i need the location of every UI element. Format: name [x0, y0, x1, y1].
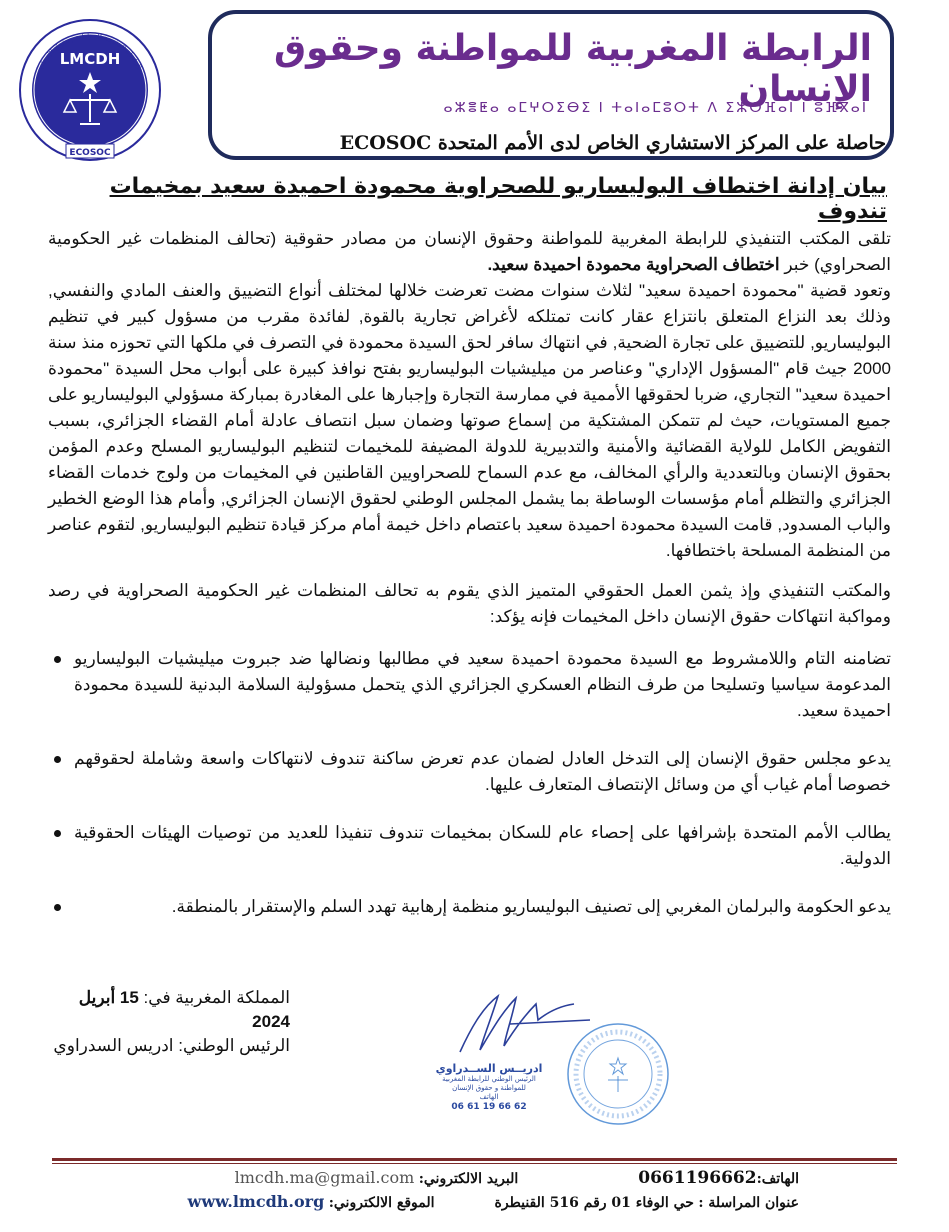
svg-text:LMCDH: LMCDH	[59, 50, 121, 68]
footer-divider	[52, 1158, 897, 1161]
paragraph-case: وتعود قضية "محمودة احميدة سعيد" لثلاث سنوات مضت تعرضت خلالها لمختلف أنواع التضييق والعنف المادي والنفسي, وذلك بعد النزاع المتعلق بانتزاع عقار كانت تمتلكه لأغراض تجارية بالقوة, لفائدة مقرب من مسؤول كبير في تنظيم البوليساريو, للتضييق على تجارة الضحية, في انتهاك سافر لحق السيدة محمودة في التصرف في ملكها التي تحوزه منذ سنة 2000 جيث قام "المسؤول الإداري" وعناصر من ميليشيات البوليساريو بفتح نوافذ كبيرة على أبواب محل السيدة "محمودة احميدة سعيد" التجاري، ضربا لحقوقها الأممية في ممارسة التجارة وإجبارها على المغادرة بمباركة مسؤولي البوليساريو على جميع المستويات، حيث لم تتمكن المشتكية من إسماع صوتها وضمان سبل انتصاف عادلة أمام القضاء الجزائري، بسبب التفويض الكامل للولاية القضائية والأمنية والتدبيرية للدولة المضيفة للمخيمات لتنظيم البوليساريو المسلح وعدم المؤمن بحقوق الإنسان وبالتعددية والرأي المخالف، مع عدم السماح للصحراويين القاطنين في المخيمات من ولوج خدمات القضاء الجزائري والتظلم أمام مؤسسات الوساطة بما يشمل المجلس الوطني لحقوق الإنسان الجزائري, وأمام هذا الوضع الخطير والباب المسدود, قامت السيدة محمودة احميدة سعيد باعتصام داخل خيمة أمام مركز قيادة تنظيم البوليساريو, لتقوم عناصر من المنظمة المسلحة باختطافها.	[48, 281, 891, 560]
lmcdh-logo	[18, 18, 163, 163]
svg-text:الرابطة المغربية للمواطنة وحقو: الرابطة المغربية للمواطنة وحقوق الإنسان	[36, 31, 144, 71]
phone-label: الهاتف:	[756, 1171, 799, 1187]
paragraph-affirmation: والمكتب التنفيذي وإذ يثمن العمل الحقوقي المتميز الذي يقوم به تحالف المنظمات غير الحكومية الصحراوية في رصد ومواكبة انتهاكات حقوق الإنسان داخل المخيمات فإنه يؤكد:	[48, 581, 891, 626]
paragraph-intro: تلقى المكتب التنفيذي للرابطة المغربية للمواطنة وحقوق الإنسان من مصادر حقوقية (تحالف المنظمات غير الحكومية الصحراوي) خبر اختطاف الصحراوية محمودة احميدة سعيد.	[48, 229, 891, 274]
organization-name: الرابطة المغربية للمواطنة وحقوق الإنسان	[273, 28, 872, 110]
website-label: الموقع الالكتروني:	[328, 1195, 435, 1211]
website-link[interactable]: www.lmcdh.org	[187, 1192, 325, 1211]
statement-title: بيان إدانة اختطاف البوليساريو للصحراوية محمودة احميدة سعيد بمخيمات تندوف	[109, 174, 887, 224]
list-item: يدعو الحكومة والبرلمان المغربي إلى تصنيف البوليساريو منظمة إرهابية تهدد السلم والإستقرار بالمنطقة.	[48, 894, 891, 920]
intro-emphasis: اختطاف الصحراوية محمودة احميدة سعيد.	[487, 255, 780, 274]
list-item: تضامنه التام واللامشروط مع السيدة محمودة احميدة سعيد في مطالبها ونضالها ضد جبروت ميليشيات البوليساريو المدعومة سياسيا وتسليحا من طرف النظام العسكري الجزائري الذي يتحمل مسؤولية السلامة البدنية للسيدة محمودة احميدة سعيد.	[48, 646, 891, 724]
list-item: يدعو مجلس حقوق الإنسان إلى التدخل العادل لضمان عدم تعرض ساكنة تندوف لانتهاكات واسعة وشاملة لحقوقهم خصوصا أمام غياب أي من وسائل الإنتصاف المتعارف عليها.	[48, 746, 891, 798]
organization-name-tifinagh: ⴰⵣⴻⵟⴰ ⴰⵎⵖⵔⵉⴱⵉ ⵏ ⵜⴰⵏⴰⵎⵓⵔⵜ ⴷ ⵉⵣⵔⴼⴰⵏ ⵏ ⵓⴼⴳⴰⵏ	[443, 100, 868, 116]
signature-stamp: ادريــس الســدراوي الرئيس الوطني للرابطة المغربية للمواطنة و حقوق الإنسان الهاتف 06 61 19 66 62	[435, 1062, 543, 1112]
statement-body	[48, 226, 891, 942]
footer-divider-thin	[52, 1163, 897, 1164]
header-box	[208, 10, 894, 160]
president-line: الرئيس الوطني: ادريس السدراوي	[53, 1036, 290, 1055]
svg-text:ECOSOC: ECOSOC	[69, 148, 111, 158]
address-label: عنوان المراسلة :	[698, 1195, 799, 1211]
email-label: البريد الالكتروني:	[418, 1171, 519, 1187]
date-line: المملكة المغربية في: 15 أبريل 2024	[78, 988, 290, 1031]
list-item: يطالب الأمم المتحدة بإشرافها على إحصاء عام للسكان بمخيمات تندوف تنفيذا للعديد من توصيات الهيئات الحقوقية الدولية.	[48, 820, 891, 872]
closing-block	[50, 986, 290, 1058]
official-round-stamp	[566, 1022, 670, 1126]
email-address[interactable]: lmcdh.ma@gmail.com	[234, 1168, 415, 1187]
ecosoc-status: حاصلة على المركز الاستشاري الخاص لدى الأمم المتحدة ECOSOC	[339, 132, 886, 154]
demands-list	[48, 646, 891, 920]
postal-address: حي الوفاء 01 رقم 516 القنيطرة	[494, 1195, 694, 1211]
phone-number: 0661196662	[638, 1168, 757, 1188]
footer-contact-row	[60, 1168, 799, 1188]
footer-address-row	[60, 1192, 799, 1211]
